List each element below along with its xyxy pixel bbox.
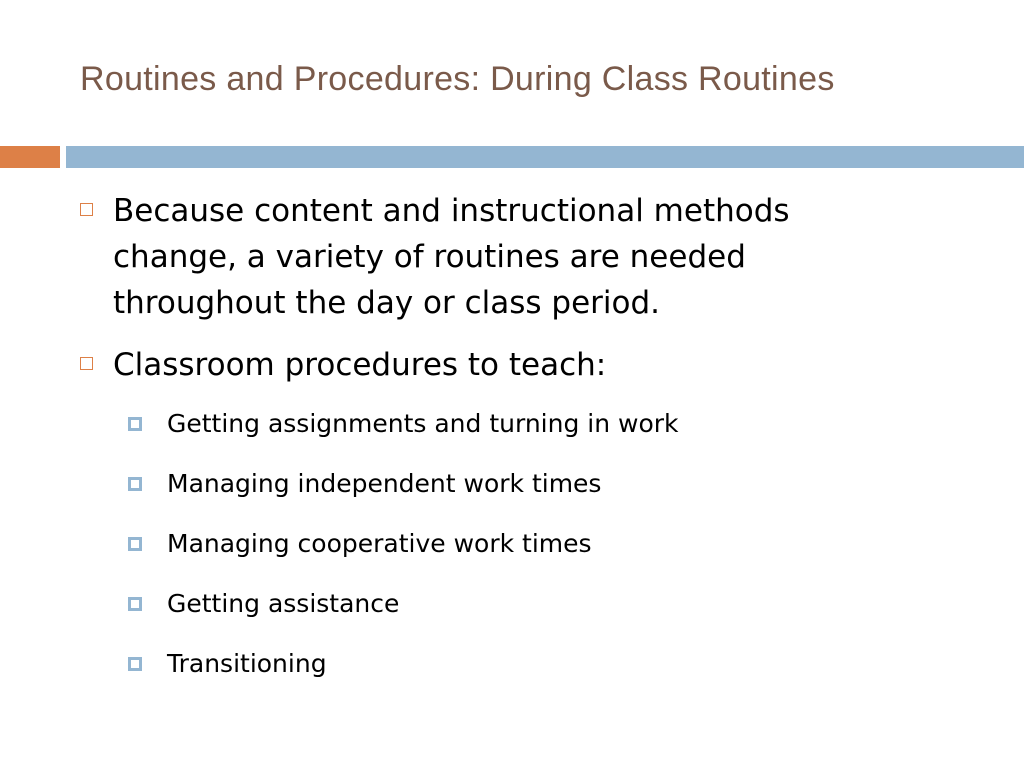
bullet-text: Classroom procedures to teach: xyxy=(113,347,607,383)
square-bullet-icon xyxy=(128,477,142,491)
sub-bullet-item xyxy=(128,584,980,644)
sub-bullet-item xyxy=(128,524,980,584)
slide-content xyxy=(80,188,980,704)
bullet-item xyxy=(80,342,980,388)
square-bullet-icon xyxy=(128,417,142,431)
square-bullet-icon xyxy=(80,203,93,216)
sub-bullet-item xyxy=(128,404,980,464)
square-bullet-icon xyxy=(80,357,93,370)
sub-bullet-text: Getting assistance xyxy=(167,589,400,618)
square-bullet-icon xyxy=(128,537,142,551)
sub-bullet-text: Managing independent work times xyxy=(167,469,602,498)
sub-bullet-item xyxy=(128,644,980,704)
square-bullet-icon xyxy=(128,657,142,671)
sub-bullet-text: Managing cooperative work times xyxy=(167,529,592,558)
slide-title: Routines and Procedures: During Class Routines xyxy=(80,60,835,98)
sub-bullet-text: Transitioning xyxy=(167,649,327,678)
sub-bullet-item xyxy=(128,464,980,524)
title-rule-bar xyxy=(66,146,1024,168)
sub-bullet-text: Getting assignments and turning in work xyxy=(167,409,679,438)
bullet-text: Because content and instructional methods change, a variety of routines are needed throughout the day or class period. xyxy=(113,193,790,321)
square-bullet-icon xyxy=(128,597,142,611)
bullet-item xyxy=(80,188,980,326)
title-accent-bar xyxy=(0,146,60,168)
sub-bullet-list xyxy=(128,404,980,704)
